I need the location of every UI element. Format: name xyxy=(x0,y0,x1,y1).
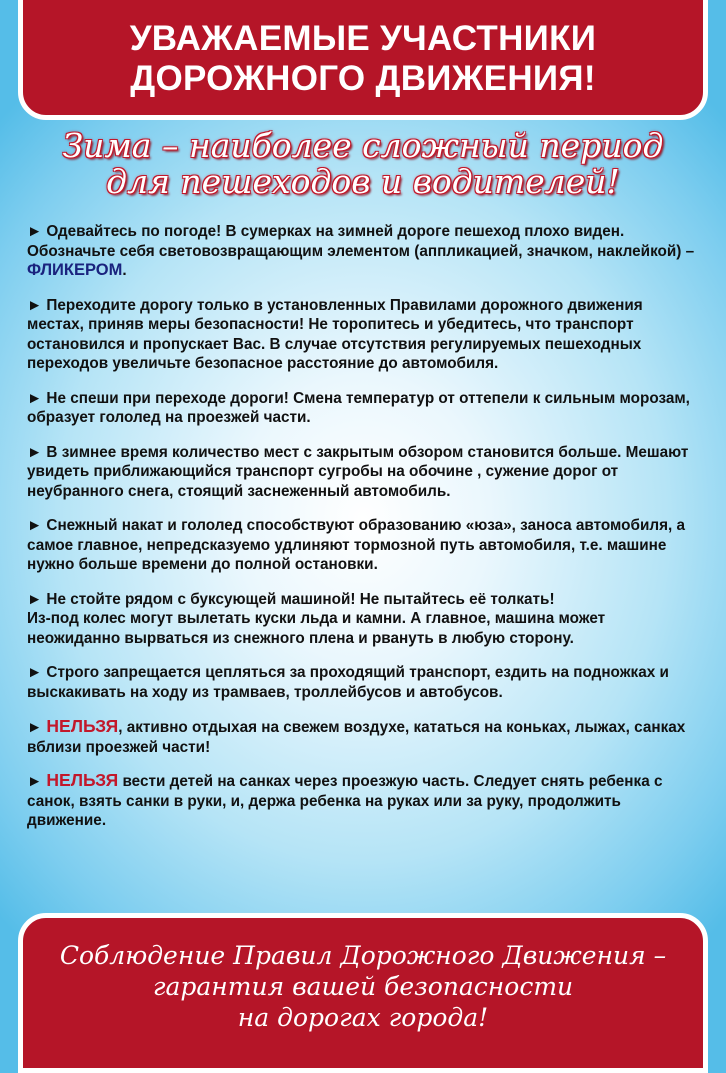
footer-line3: на дорогах города! xyxy=(237,1003,489,1032)
subtitle xyxy=(0,128,726,200)
header-title-line2: ДОРОЖНОГО ДВИЖЕНИЯ! xyxy=(130,59,596,98)
advice-text: Переходите дорогу только в установленных Правилами дорожного движения местах, приняв меры безопасности! Не торопитесь и убедитесь, что транспорт остановился и пропускает Вас. В случае отсутствия регулируемых пешеходных переходов увеличьте безопасное расстояние до автомобиля. xyxy=(27,296,643,372)
warning-word: НЕЛЬЗЯ xyxy=(46,770,119,790)
bullet-arrow-icon: ► xyxy=(27,773,43,790)
advice-text: Снежный накат и гололед способствуют образованию «юза», заноса автомобиля, а самое главное, непредсказуемо удлиняют тормозной путь автомобиля, т.е. машине нужно больше времени до полной остановки. xyxy=(27,517,686,573)
header-banner xyxy=(18,0,708,120)
bullet-arrow-icon: ► xyxy=(27,719,43,736)
advice-paragraph-6 xyxy=(27,590,699,649)
footer-banner xyxy=(18,913,708,1073)
advice-text: , активно отдыхая на свежем воздухе, кататься на коньках, лыжах, санках вблизи проезжей части! xyxy=(27,719,686,756)
header-title-line1: УВАЖАЕМЫЕ УЧАСТНИКИ xyxy=(129,19,597,58)
warning-word: НЕЛЬЗЯ xyxy=(46,716,119,736)
bullet-arrow-icon: ► xyxy=(27,517,43,534)
bullet-arrow-icon: ► xyxy=(27,590,43,608)
advice-text-line1: Не стойте рядом с буксующей машиной! Не пытайтесь её толкать! xyxy=(46,590,555,608)
advice-paragraph-1 xyxy=(27,222,699,281)
advice-paragraph-9 xyxy=(27,771,699,831)
advice-paragraph-5 xyxy=(27,516,699,575)
advice-text-line2: Из-под колес могут вылетать куски льда и камни. А главное, машина может неожиданно вырваться из снежного плена и рвануть в любую сторону. xyxy=(27,610,606,647)
advice-text: Строго запрещается цепляться за проходящий транспорт, ездить на подножках и выскакивать на ходу из трамваев, троллейбусов и автобусов. xyxy=(27,664,669,701)
subtitle-line2: для пешеходов и водителей! xyxy=(106,162,620,201)
subtitle-line1: Зима – наиболее сложный период xyxy=(62,126,664,165)
bullet-arrow-icon: ► xyxy=(27,664,43,681)
advice-tail: . xyxy=(122,262,127,279)
advice-paragraph-2 xyxy=(27,296,699,374)
advice-paragraph-8 xyxy=(27,717,699,757)
bullet-arrow-icon: ► xyxy=(27,296,43,314)
advice-paragraph-4 xyxy=(27,443,699,502)
advice-paragraph-3 xyxy=(27,389,699,428)
advice-text: вести детей на санках через проезжую часть. Следует снять ребенка с санок, взять санки в руки, и, держа ребенка на руках или за руку, продолжить движение. xyxy=(27,773,663,829)
bullet-arrow-icon: ► xyxy=(27,389,43,407)
bullet-arrow-icon: ► xyxy=(27,443,43,461)
footer-line2: гарантия вашей безопасности xyxy=(152,972,574,1001)
advice-text: Одевайтесь по погоде! В сумерках на зимней дороге пешеход плохо виден. Обозначьте себя световозвращающим элементом (аппликацией, значком, наклейкой) – xyxy=(27,223,695,260)
advice-text: Не спеши при переходе дороги! Смена температур от оттепели к сильным морозам, образует гололед на проезжей части. xyxy=(27,389,690,426)
footer-line1: Соблюдение Правил Дорожного Движения – xyxy=(59,941,667,970)
advice-text: В зимнее время количество мест с закрытым обзором становится больше. Мешают увидеть приближающийся транспорт сугробы на обочине , сужение дорог от неубранного снега, стоящий заснеженный автомобиль. xyxy=(27,443,689,500)
advice-list xyxy=(27,222,699,846)
flicker-highlight: ФЛИКЕРОМ xyxy=(27,261,123,279)
advice-paragraph-7 xyxy=(27,663,699,702)
bullet-arrow-icon: ► xyxy=(27,223,43,240)
